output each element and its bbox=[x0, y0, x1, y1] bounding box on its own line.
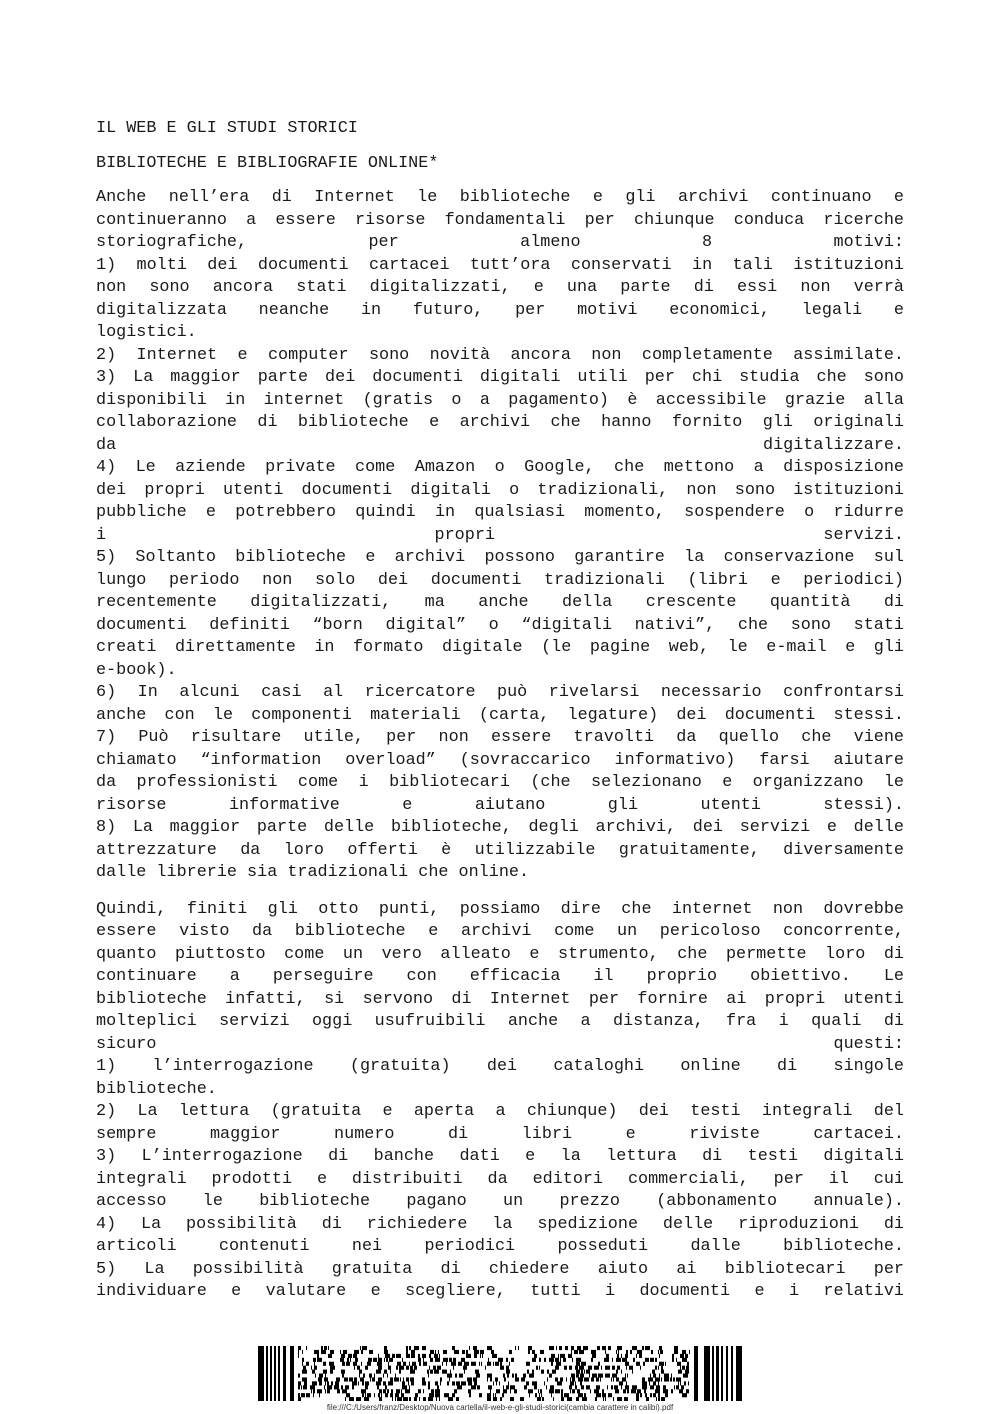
document-title: IL WEB E GLI STUDI STORICI bbox=[96, 119, 358, 138]
file-path: file:///C:/Users/franz/Desktop/Nuova cartella/il-web-e-gli-studi-storici(cambia carattere in calibi).pdf bbox=[326, 1403, 674, 1412]
text-line: 8) La maggior parte delle biblioteche, degli archivi, dei servizi e delle bbox=[96, 818, 904, 837]
text-line: lungo periodo non solo dei documenti tradizionali (libri e periodici) bbox=[96, 570, 904, 590]
text-line: disponibili in internet (gratis o a pagamento) è accessibile grazie alla bbox=[96, 390, 904, 410]
text-line: creati direttamente in formato digitale (le pagine web, le e-mail e gli bbox=[96, 638, 904, 657]
text-line: i propri servizi. bbox=[96, 525, 904, 545]
document-body bbox=[96, 118, 904, 1318]
text-line: 1) molti dei documenti cartacei tutt’ora conservati in tali istituzioni bbox=[96, 255, 904, 275]
paragraphs bbox=[96, 187, 904, 1304]
text-line: biblioteche. bbox=[96, 1079, 217, 1099]
barcode-image bbox=[258, 1346, 742, 1401]
text-line: sempre maggior numero di libri e riviste cartacei. bbox=[96, 1124, 904, 1144]
text-line: pubbliche e potrebbero quindi in qualsiasi momento, sospendere o ridurre bbox=[96, 503, 904, 522]
text-line: digitalizzata neanche in futuro, per motivi economici, legali e bbox=[96, 300, 904, 320]
text-line: dalle librerie sia tradizionali che online. bbox=[96, 863, 530, 882]
text-line: da professionisti come i bibliotecari (che selezionano e organizzano le bbox=[96, 773, 904, 792]
text-line: 5) La possibilità gratuita di chiedere aiuto ai bibliotecari per bbox=[96, 1259, 904, 1279]
text-line: integrali prodotti e distribuiti da editori commerciali, per il cui bbox=[96, 1169, 904, 1189]
paragraph bbox=[96, 187, 904, 885]
text-line: 2) La lettura (gratuita e aperta a chiunque) dei testi integrali del bbox=[96, 1102, 904, 1121]
text-line: molteplici servizi oggi usufruibili anche a distanza, fra i quali di bbox=[96, 1012, 904, 1031]
text-line: non sono ancora stati digitalizzati, e una parte di essi non verrà bbox=[96, 278, 904, 297]
text-line: 4) La possibilità di richiedere la spedizione delle riproduzioni di bbox=[96, 1214, 904, 1234]
text-line: 3) L’interrogazione di banche dati e la lettura di testi digitali bbox=[96, 1147, 904, 1166]
text-line: chiamato “information overload” (sovraccarico informativo) farsi aiutare bbox=[96, 750, 904, 770]
text-line: e-book). bbox=[96, 660, 177, 680]
text-line: storiografiche, per almeno 8 motivi: bbox=[96, 233, 904, 252]
text-line: 4) Le aziende private come Amazon o Google, che mettono a disposizione bbox=[96, 458, 904, 477]
text-line: Quindi, finiti gli otto punti, possiamo dire che internet non dovrebbe bbox=[96, 899, 904, 919]
text-line: accesso le biblioteche pagano un prezzo (abbonamento annuale). bbox=[96, 1192, 904, 1211]
text-line: logistici. bbox=[96, 323, 197, 342]
text-line: 7) Può risultare utile, per non essere travolti da quello che viene bbox=[96, 728, 904, 747]
text-line: attrezzature da loro offerti è utilizzabile gratuitamente, diversamente bbox=[96, 840, 904, 860]
text-line: Anche nell’era di Internet le biblioteche e gli archivi continuano e bbox=[96, 188, 904, 207]
paragraph bbox=[96, 899, 904, 1304]
text-line: individuare e valutare e scegliere, tutti i documenti e i relativi bbox=[96, 1282, 904, 1301]
document-subtitle: BIBLIOTECHE E BIBLIOGRAFIE ONLINE* bbox=[96, 153, 439, 173]
text-line: collaborazione di biblioteche e archivi che hanno fornito gli originali bbox=[96, 413, 904, 432]
text-line: anche con le componenti materiali (carta, legature) dei documenti stessi. bbox=[96, 705, 904, 725]
text-line: quanto piuttosto come un vero alleato e strumento, che permette loro di bbox=[96, 944, 904, 964]
text-line: da digitalizzare. bbox=[96, 435, 904, 455]
text-line: essere visto da biblioteche e archivi come un pericoloso concorrente, bbox=[96, 922, 904, 941]
text-line: 5) Soltanto biblioteche e archivi possono garantire la conservazione sul bbox=[96, 548, 904, 567]
text-line: continuare a perseguire con efficacia il proprio obiettivo. Le bbox=[96, 967, 904, 986]
text-line: documenti definiti “born digital” o “digitali nativi”, che sono stati bbox=[96, 615, 904, 635]
text-line: risorse informative e aiutano gli utenti stessi). bbox=[96, 795, 904, 815]
text-line: 1) l’interrogazione (gratuita) dei cataloghi online di singole bbox=[96, 1057, 904, 1076]
text-line: articoli contenuti nei periodici posseduti dalle biblioteche. bbox=[96, 1237, 904, 1256]
text-line: sicuro questi: bbox=[96, 1034, 904, 1054]
text-line: 6) In alcuni casi al ricercatore può rivelarsi necessario confrontarsi bbox=[96, 683, 904, 702]
text-line: 2) Internet e computer sono novità ancora non completamente assimilate. bbox=[96, 345, 904, 365]
text-line: biblioteche infatti, si servono di Internet per fornire ai propri utenti bbox=[96, 989, 904, 1009]
text-line: recentemente digitalizzati, ma anche della crescente quantità di bbox=[96, 593, 904, 612]
text-line: continueranno a essere risorse fondamentali per chiunque conduca ricerche bbox=[96, 210, 904, 230]
text-line: dei propri utenti documenti digitali o tradizionali, non sono istituzioni bbox=[96, 480, 904, 500]
text-line: 3) La maggior parte dei documenti digitali utili per chi studia che sono bbox=[96, 368, 904, 387]
page-footer bbox=[0, 1346, 1000, 1414]
